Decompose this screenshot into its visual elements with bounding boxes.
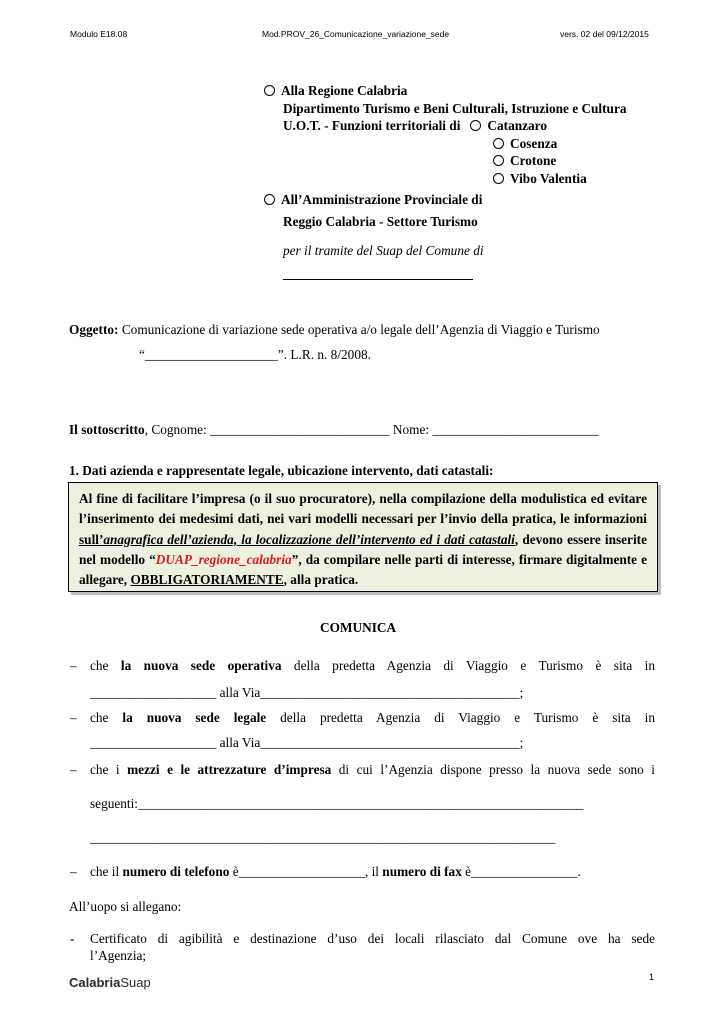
radio-catanzaro[interactable] — [470, 120, 481, 131]
oggetto-label: Oggetto: — [69, 322, 119, 337]
radio-provinciale[interactable] — [264, 194, 275, 205]
notice-obbligatoriamente: OBBLIGATORIAMENTE — [130, 572, 284, 588]
mezzi-fields-line2[interactable]: ______________________________________________________________________ — [90, 830, 556, 845]
radio-regione[interactable] — [264, 85, 275, 96]
notice-text-1: Al fine di facilitare l’impresa (o il suo procuratore), nella compilazione della modulistica ed evitare l’inserimento dei medesimi dati, nei vari modelli necessari per l’invio della pratica, le informazioni — [79, 491, 647, 527]
header-module-code: Modulo E18.08 — [70, 29, 128, 39]
notice-box — [68, 482, 658, 592]
recipient-provinciale-line1: All’Amministrazione Provinciale di — [281, 192, 483, 207]
item-sede-legale: che la nuova sede legale della predetta Agenzia di Viaggio e Turismo è sita in — [90, 710, 656, 725]
notice-duap-model: DUAP_regione_calabria — [155, 551, 292, 567]
dash-telefono: – — [70, 864, 77, 879]
dash-operativa: – — [70, 658, 77, 673]
notice-text-3: anagrafica dell’azienda, la localizzazione dell’intervento ed i dati catastali — [103, 531, 515, 547]
header-version: vers. 02 del 09/12/2015 — [560, 29, 649, 39]
dash-allegato: - — [70, 931, 75, 946]
province-cosenza: Cosenza — [510, 135, 558, 151]
notice-text-8: , alla pratica. — [283, 572, 359, 588]
recipient-provinciale-line2: Reggio Calabria - Settore Turismo — [283, 214, 478, 229]
item-mezzi-attrezzature: che i mezzi e le attrezzature d’impresa di cui l’Agenzia dispone presso la nuova sede sono i — [90, 762, 655, 777]
sede-operativa-fields[interactable]: ___________________ alla Via_______________________________________; — [90, 685, 524, 700]
radio-vibo-valentia[interactable] — [493, 173, 504, 184]
comunica-heading: COMUNICA — [320, 620, 397, 635]
recipient-dipartimento: Dipartimento Turismo e Beni Culturali, Istruzione e Cultura — [283, 100, 627, 116]
sede-legale-fields[interactable]: ___________________ alla Via_______________________________________; — [90, 735, 524, 750]
section1-title: 1. Dati azienda e rappresentate legale, ubicazione intervento, dati catastali: — [69, 463, 494, 478]
tramite-suap: per il tramite del Suap del Comune di — [283, 243, 484, 258]
header-document-name: Mod.PROV_26_Comunicazione_variazione_sede — [262, 29, 450, 39]
oggetto-text: Comunicazione di variazione sede operativa a/o legale dell’Agenzia di Viaggio e Turismo — [121, 322, 600, 337]
province-crotone: Crotone — [510, 153, 557, 168]
notice-text-4: , devono essere inserite nel modello “ — [79, 531, 647, 567]
recipient-uot: U.O.T. - Funzioni territoriali di — [283, 118, 461, 133]
comune-blank-line[interactable] — [283, 279, 473, 280]
item-sede-operativa: che la nuova sede operativa della predetta Agenzia di Viaggio e Turismo è sita in — [90, 658, 655, 673]
provinciale-block — [264, 189, 482, 233]
item-telefono-fax[interactable]: che il numero di telefono è___________________, il numero di fax è________________. — [90, 864, 581, 879]
sottoscritto-fields[interactable]: , Cognome: ___________________________ Nome: _________________________ — [144, 422, 599, 437]
recipients-block — [264, 82, 627, 187]
allegato-certificato-line2: l’Agenzia; — [90, 948, 147, 963]
province-vibo-valentia: Vibo Valentia — [510, 170, 587, 186]
notice-text-6: ”, da compilare nelle parti di interesse, firmare digitalmente e allegare, — [79, 551, 647, 588]
page-number: 1 — [649, 972, 655, 982]
notice-text-2: sull’ — [79, 531, 104, 547]
mezzi-fields-line1[interactable]: seguenti:___________________________________________________________________ — [90, 796, 584, 811]
radio-cosenza[interactable] — [493, 138, 504, 149]
allegano-heading: All’uopo si allegano: — [69, 899, 182, 914]
dash-mezzi: – — [70, 762, 77, 777]
dash-legale: – — [70, 710, 77, 725]
recipient-regione: Alla Regione Calabria — [281, 83, 408, 98]
allegato-certificato-line1: Certificato di agibilità e destinazione d’uso dei locali rilasciato dal Comune ove ha sede — [90, 931, 655, 946]
province-catanzaro: Catanzaro — [487, 118, 547, 133]
oggetto-line2[interactable]: “____________________”. L.R. n. 8/2008. — [139, 347, 371, 362]
oggetto-line — [69, 321, 600, 339]
calabriasuap-logo: CalabriaSuap — [69, 975, 151, 990]
radio-crotone[interactable] — [493, 155, 504, 166]
sottoscritto-label: Il sottoscritto — [69, 422, 145, 437]
sottoscritto-line — [69, 421, 599, 439]
